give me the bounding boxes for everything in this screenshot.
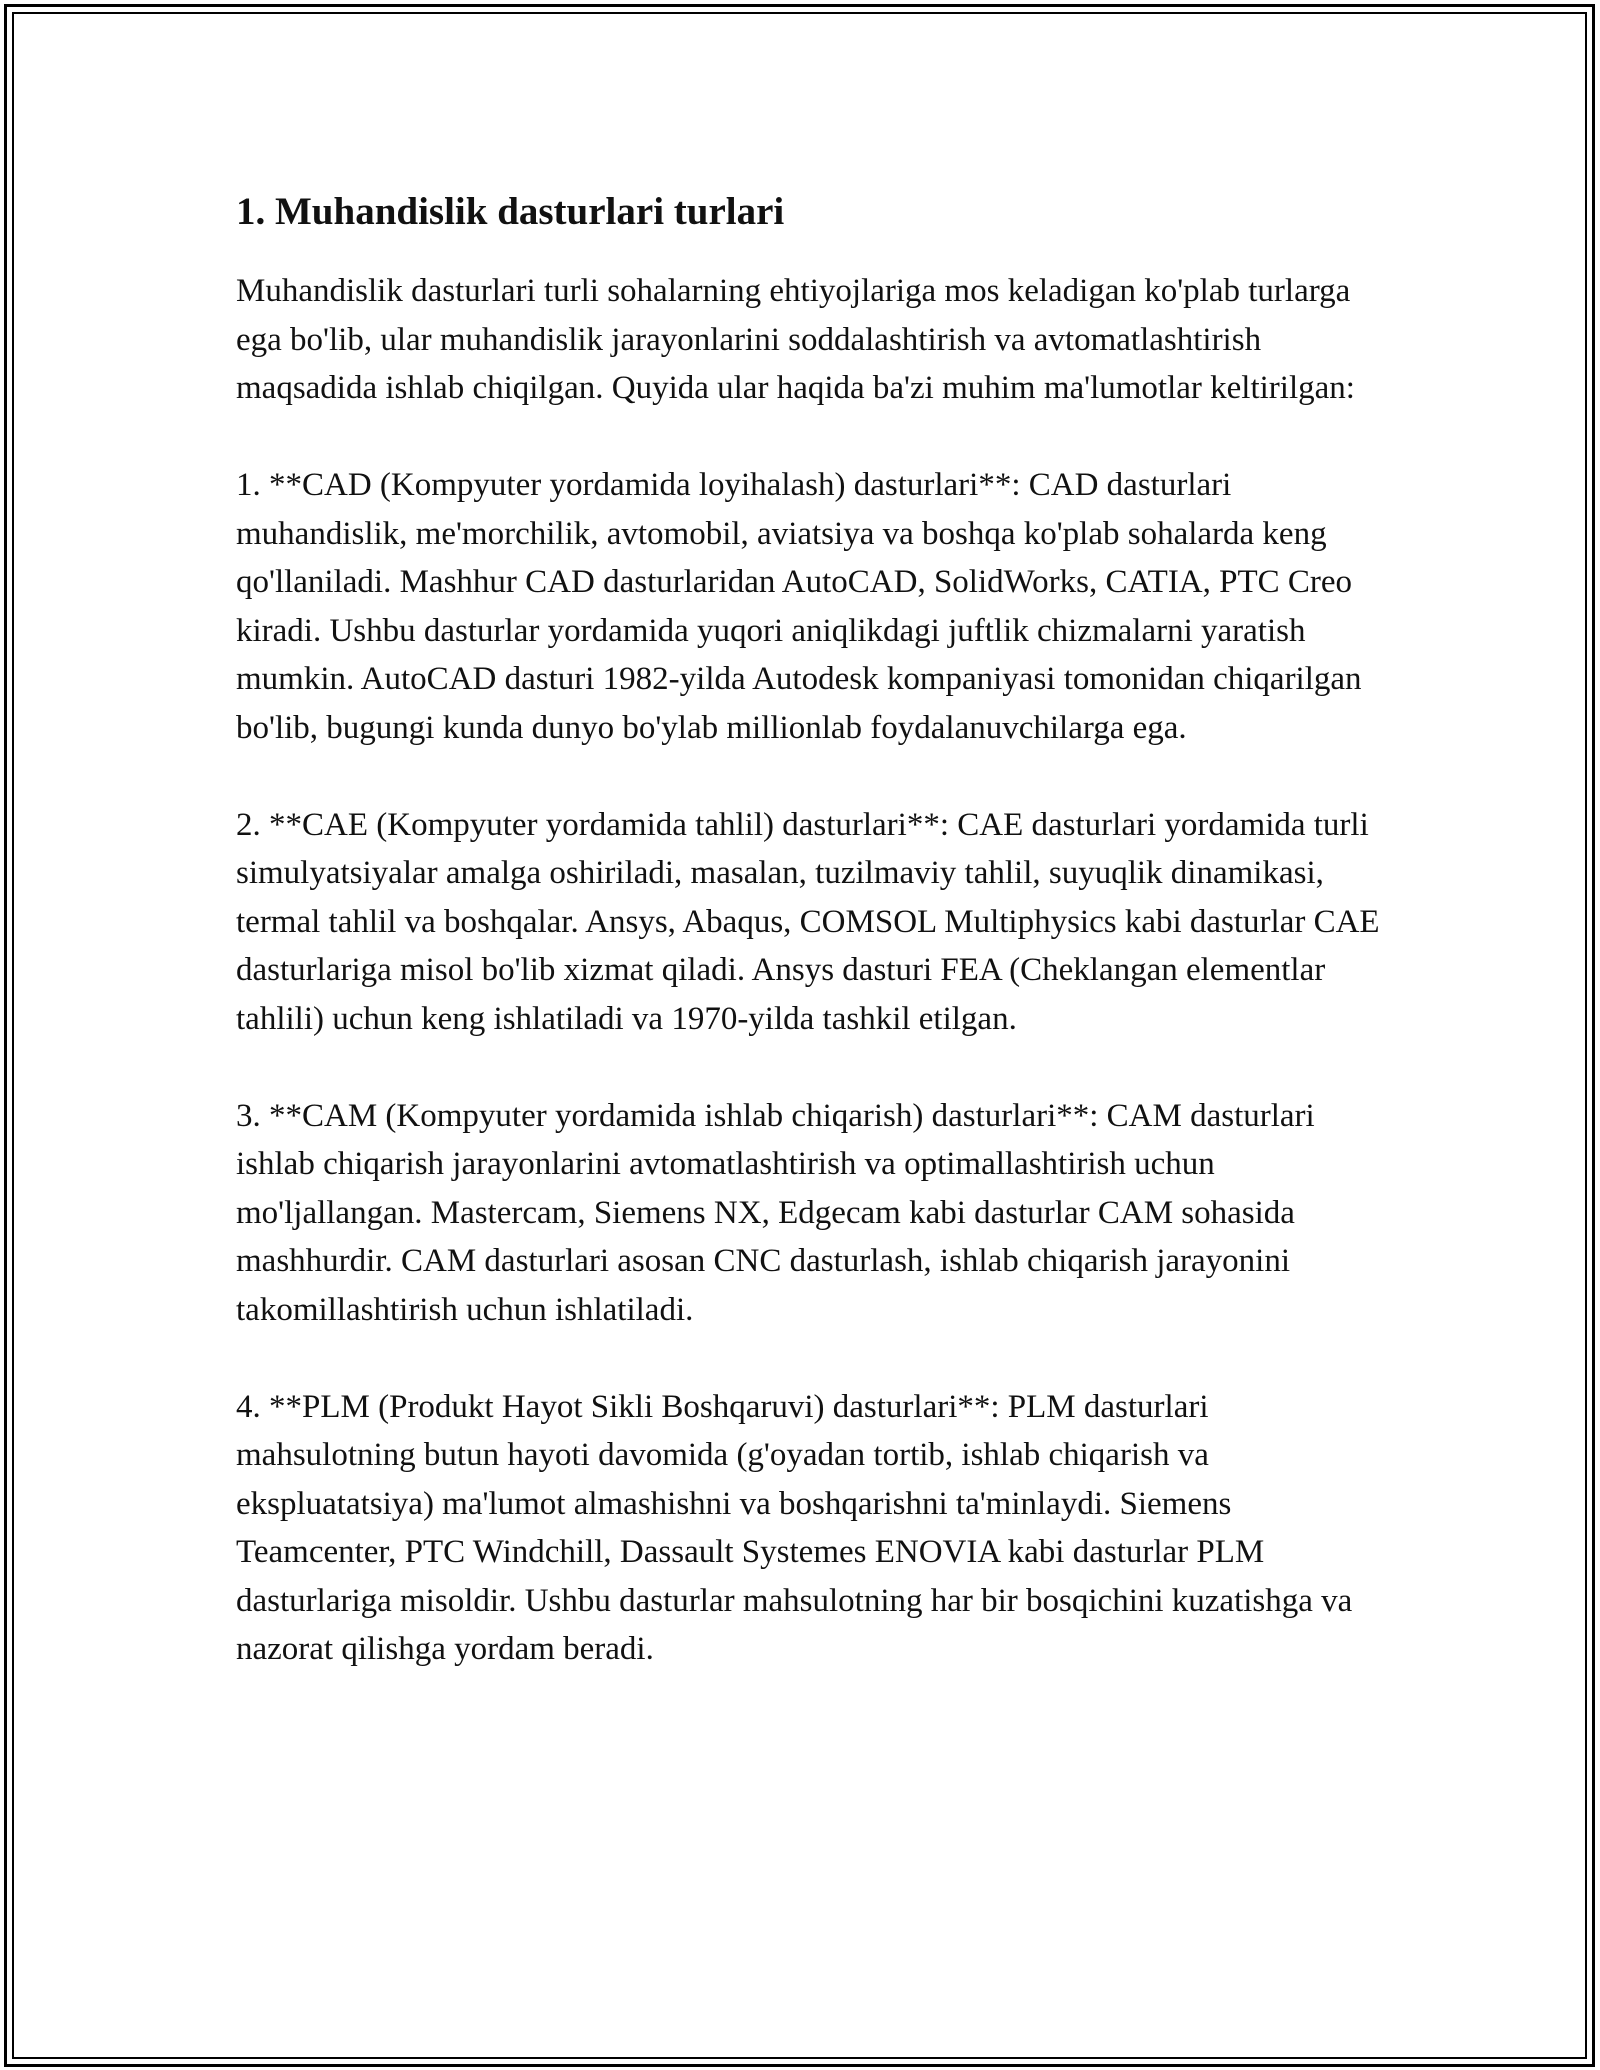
cae-paragraph: 2. **CAE (Kompyuter yordamida tahlil) dasturlari**: CAE dasturlari yordamida turli simulyatsiyalar amalga oshiriladi, masalan, tuzilmaviy tahlil, suyuqlik dinamikasi, termal tahlil va boshqalar. Ansys, Abaqus, COMSOL Multiphysics kabi dasturlar CAE dasturlariga misol bo'lib xizmat qiladi. Ansys dasturi FEA (Cheklangan elementlar tahlili) uchun keng ishlatiladi va 1970-yilda tashkil etilgan.: [236, 806, 1380, 1037]
intro-paragraph: Muhandislik dasturlari turli sohalarning ehtiyojlariga mos keladigan ko'plab turlarga ega bo'lib, ular muhandislik jarayonlarini soddalashtirish va avtomatlashtirish maqsadida ishlab chiqilgan. Quyida ular haqida ba'zi muhim ma'lumotlar keltirilgan:: [236, 273, 1355, 406]
cad-paragraph: 1. **CAD (Kompyuter yordamida loyihalash) dasturlari**: CAD dasturlari muhandislik, me'morchilik, avtomobil, aviatsiya va boshqa ko'plab sohalarda keng qo'llaniladi. Mashhur CAD dasturlaridan AutoCAD, SolidWorks, CATIA, PTC Creo kiradi. Ushbu dasturlar yordamida yuqori aniqlikdagi juftlik chizmalarni yaratish mumkin. AutoCAD dasturi 1982-yilda Autodesk kompaniyasi tomonidan chiqarilgan bo'lib, bugungi kunda dunyo bo'ylab millionlab foydalanuvchilarga ega.: [236, 467, 1362, 746]
cam-paragraph: 3. **CAM (Kompyuter yordamida ishlab chiqarish) dasturlari**: CAM dasturlari ishlab chiqarish jarayonlarini avtomatlashtirish va optimallashtirish uchun mo'ljallangan. Mastercam, Siemens NX, Edgecam kabi dasturlar CAM sohasida mashhurdir. CAM dasturlari asosan CNC dasturlash, ishlab chiqarish jarayonini takomillashtirish uchun ishlatiladi.: [236, 1097, 1315, 1328]
document-body: [236, 183, 1386, 1722]
plm-paragraph: 4. **PLM (Produkt Hayot Sikli Boshqaruvi) dasturlari**: PLM dasturlari mahsulotning butun hayoti davomida (g'oyadan tortib, ishlab chiqarish va ekspluatatsiya) ma'lumot almashishni va boshqarishni ta'minlaydi. Siemens Teamcenter, PTC Windchill, Dassault Systemes ENOVIA kabi dasturlar PLM dasturlariga misoldir. Ushbu dasturlar mahsulotning har bir bosqichini kuzatishga va nazorat qilishga yordam beradi.: [236, 1388, 1353, 1667]
section-heading: 1. Muhandislik dasturlari turlari: [236, 190, 785, 233]
